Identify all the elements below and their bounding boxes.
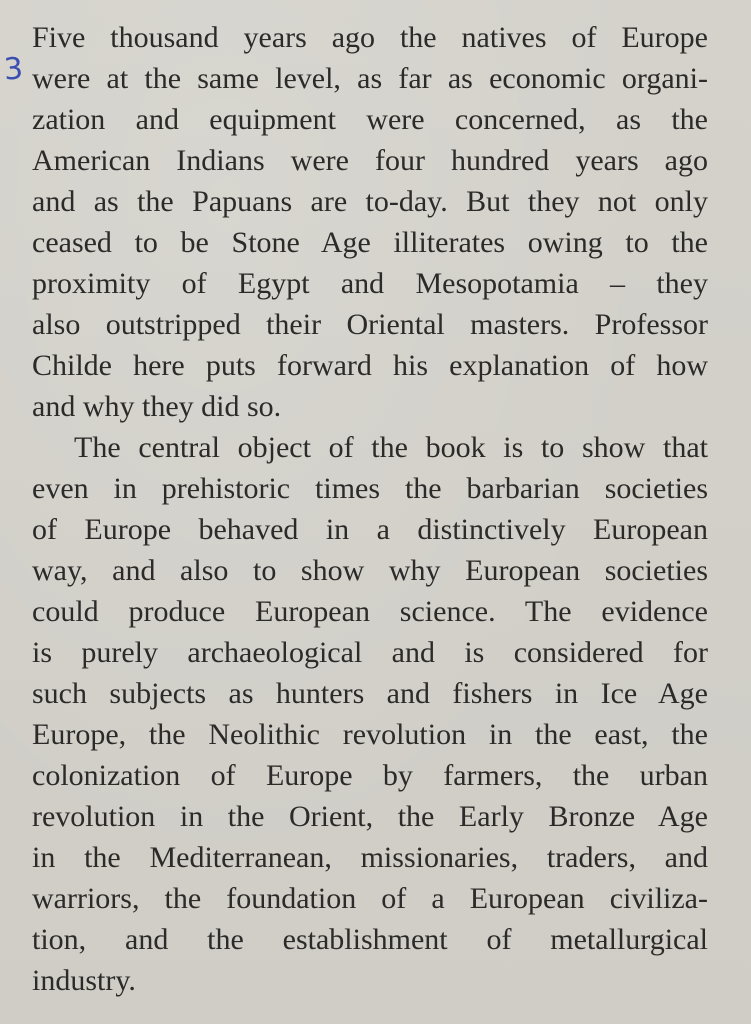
paragraph-2-line: Europe, the Neolithic revolution in the east, the — [32, 718, 708, 751]
paragraph-2-line: in the Mediterranean, missionaries, traders, and — [32, 841, 708, 874]
paragraph-2-line: of Europe behaved in a distinctively European — [32, 513, 708, 546]
paragraph-2-line: colonization of Europe by farmers, the urban — [32, 759, 708, 792]
paragraph-1-line: American Indians were four hundred years ago — [32, 144, 708, 177]
paragraph-1-line: proximity of Egypt and Mesopotamia – they — [32, 267, 708, 300]
paragraph-2-line: way, and also to show why European societies — [32, 554, 708, 587]
paragraph-2-line: tion, and the establishment of metallurgical — [32, 923, 708, 956]
paragraph-2-line: warriors, the foundation of a European civiliza- — [32, 882, 708, 915]
paragraph-1-line: zation and equipment were concerned, as the — [32, 103, 708, 136]
paragraph-1-line: also outstripped their Oriental masters. Professor — [32, 308, 708, 341]
paragraph-1-line: and why they did so. — [32, 390, 282, 423]
paragraph-1-line: and as the Papuans are to-day. But they not only — [32, 185, 708, 218]
paragraph-2-line: revolution in the Orient, the Early Bronze Age — [32, 800, 708, 833]
handwritten-margin-number: 3 — [2, 51, 25, 88]
paragraph-2-line: such subjects as hunters and fishers in Ice Age — [32, 677, 708, 710]
paragraph-1-line: Childe here puts forward his explanation of how — [32, 349, 708, 382]
paragraph-1-line: were at the same level, as far as economic organi- — [32, 62, 708, 95]
paragraph-2-line: could produce European science. The evidence — [32, 595, 708, 628]
paragraph-2-line: even in prehistoric times the barbarian societies — [32, 472, 708, 505]
paragraph-2-line: The central object of the book is to show that — [74, 431, 708, 464]
paragraph-2-line: is purely archaeological and is considered for — [32, 636, 708, 669]
paragraph-2-line: industry. — [32, 964, 136, 997]
paragraph-1-line: Five thousand years ago the natives of Europe — [32, 21, 708, 54]
paragraph-1-line: ceased to be Stone Age illiterates owing to the — [32, 226, 708, 259]
